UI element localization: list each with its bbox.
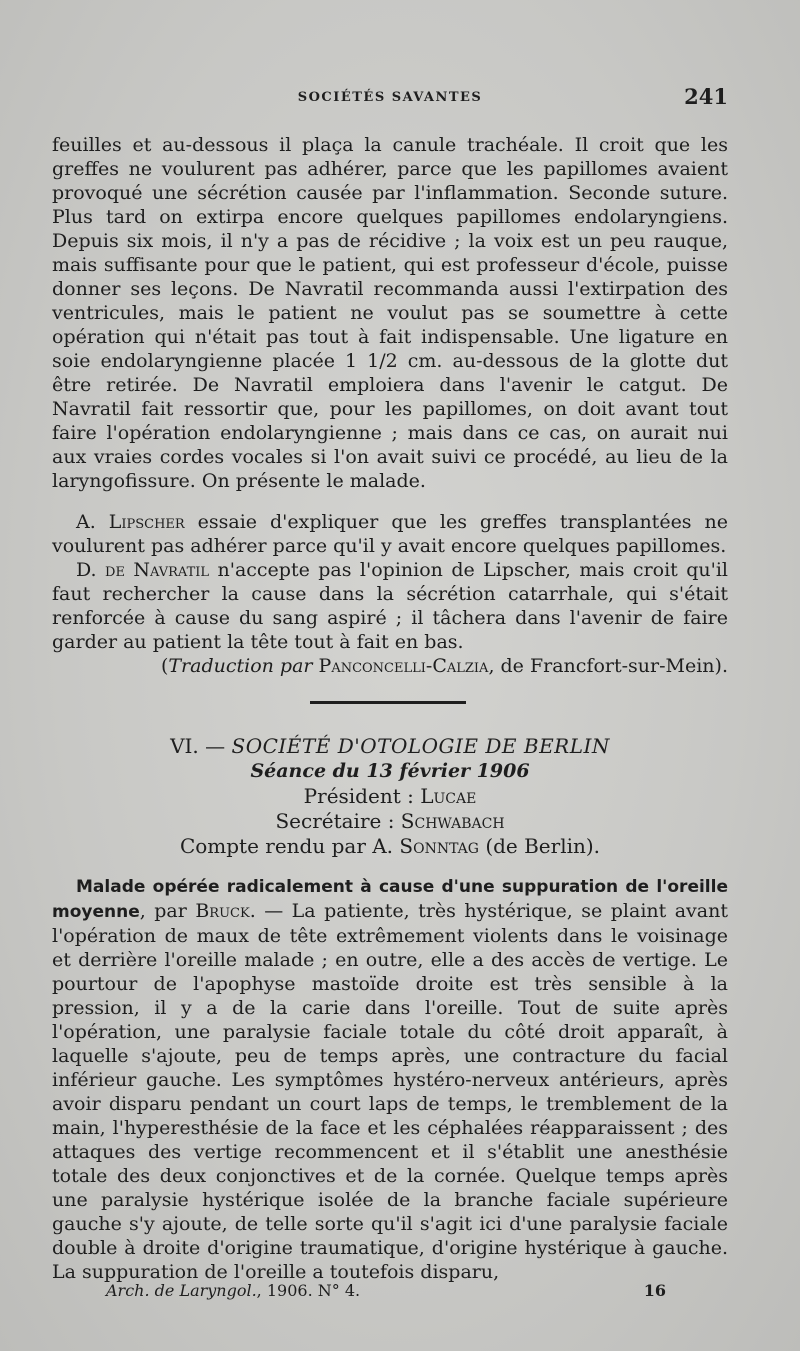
seance-date: Séance du 13 février 1906 [250, 760, 530, 782]
section-laryngology [52, 133, 728, 678]
translation-credit: (Traduction par Panconcelli-Calzia, de Francfort-sur-Mein). [160, 655, 728, 677]
paragraph-navratil-case: feuilles et au-dessous il plaça la canule trachéale. Il croit que les greffes ne voulurent pas adhérer, parce que les papillomes avaient provoqué une sécrétion causée par l'inflammation. Seconde suture. Plus tard on extirpa encore quelques papillomes endolaryngiens. Depuis six mois, il n'y a pas de récidive ; la voix est un peu rauque, mais suffisante pour que le patient, qui est professeur d'école, puisse donner ses leçons. De Navratil recommanda aussi l'extirpation des ventricules, mais le patient ne voulut pas se soumettre à cette opération qui n'était pas tout à fait indispensable. Une ligature en soie endolaryngienne placée 1 1/2 cm. au-dessous de la glotte dut être retirée. De Navratil emploiera dans l'avenir le catgut. De Navratil fait ressortir que, pour les papillomes, on doit avant tout faire l'opération endolaryngienne ; mais dans ce cas, on aurait nui aux vraies cordes vocales si l'on avait suivi ce procédé, au lieu de la laryngofissure. On présente le malade. [52, 134, 728, 492]
secretaire-line: Secrétaire : Schwabach [275, 809, 505, 833]
paragraph-lipscher: A. Lipscher essaie d'expliquer que les greffes transplantées ne voulurent pas adhérer parce qu'il y avait encore quelques papillomes. [52, 511, 728, 557]
author-bruck: Bruck [195, 900, 250, 922]
journal-name: Arch. de Laryngol. [106, 1281, 257, 1300]
running-head: SOCIÉTÉS SAVANTES [297, 90, 483, 105]
section-divider [310, 701, 466, 704]
translator-name: Panconcelli-Calzia [318, 655, 489, 677]
paragraph-navratil-reply: D. de Navratil n'accepte pas l'opinion de Lipscher, mais croit qu'il faut rechercher la cause dans la sécrétion catarrhale, qui s'était renforcée à cause du sang aspiré ; il tâchera dans l'avenir de faire garder au patient la tête tout à fait en bas. [52, 559, 728, 653]
president-line: Président : Lucae [303, 784, 477, 808]
case-title: Malade opérée radicalement à cause d'une suppuration de l'oreille moyenne [52, 877, 728, 922]
compte-rendu-line: Compte rendu par A. Sonntag (de Berlin). [179, 834, 601, 858]
section-heading-block [52, 734, 728, 859]
author-lipscher: Lipscher [108, 511, 185, 533]
page-footer [106, 1281, 666, 1303]
section-otology [52, 874, 728, 1284]
section-title: VI. — SOCIÉTÉ D'OTOLOGIE DE BERLIN [170, 734, 610, 758]
paragraph-bruck-case: Malade opérée radicalement à cause d'une suppuration de l'oreille moyenne, par Bruck. — La patiente, très hystérique, se plaint avant l'opération de maux de tête extrêmement violents dans le voisinage et derrière l'oreille malade ; en outre, elle a des accès de vertige. Le pourtour de l'apophyse mastoïde droite est très sensible à la pression, il y a de la carie dans l'oreille. Tout de suite après l'opération, une paralysie faciale totale du côté droit apparaît, à laquelle s'ajoute, peu de temps après, une contracture du facial inférieur gauche. Les symptômes hystéro-nerveux antérieurs, après avoir disparu pendant un court laps de temps, le tremblement de la main, l'hyperesthésie de la face et les céphalées réapparaissent ; des attaques des vertige recommencent et il s'établit une anesthésie totale des deux conjonctives et de la cornée. Quelque temps après une paralysie hystérique isolée de la branche faciale supérieure gauche s'y ajoute, de telle sorte qu'il s'agit ici d'une paralysie faciale double à droite d'origine traumatique, d'origine hystérique à gauche. La suppuration de l'oreille a toutefois disparu, [52, 877, 728, 1283]
page-number: 241 [684, 84, 728, 109]
journal-issue: , 1906. N° 4. [256, 1281, 361, 1300]
page-header [52, 84, 728, 114]
author-navratil: de Navratil [105, 559, 210, 581]
signature-number: 16 [643, 1281, 666, 1300]
